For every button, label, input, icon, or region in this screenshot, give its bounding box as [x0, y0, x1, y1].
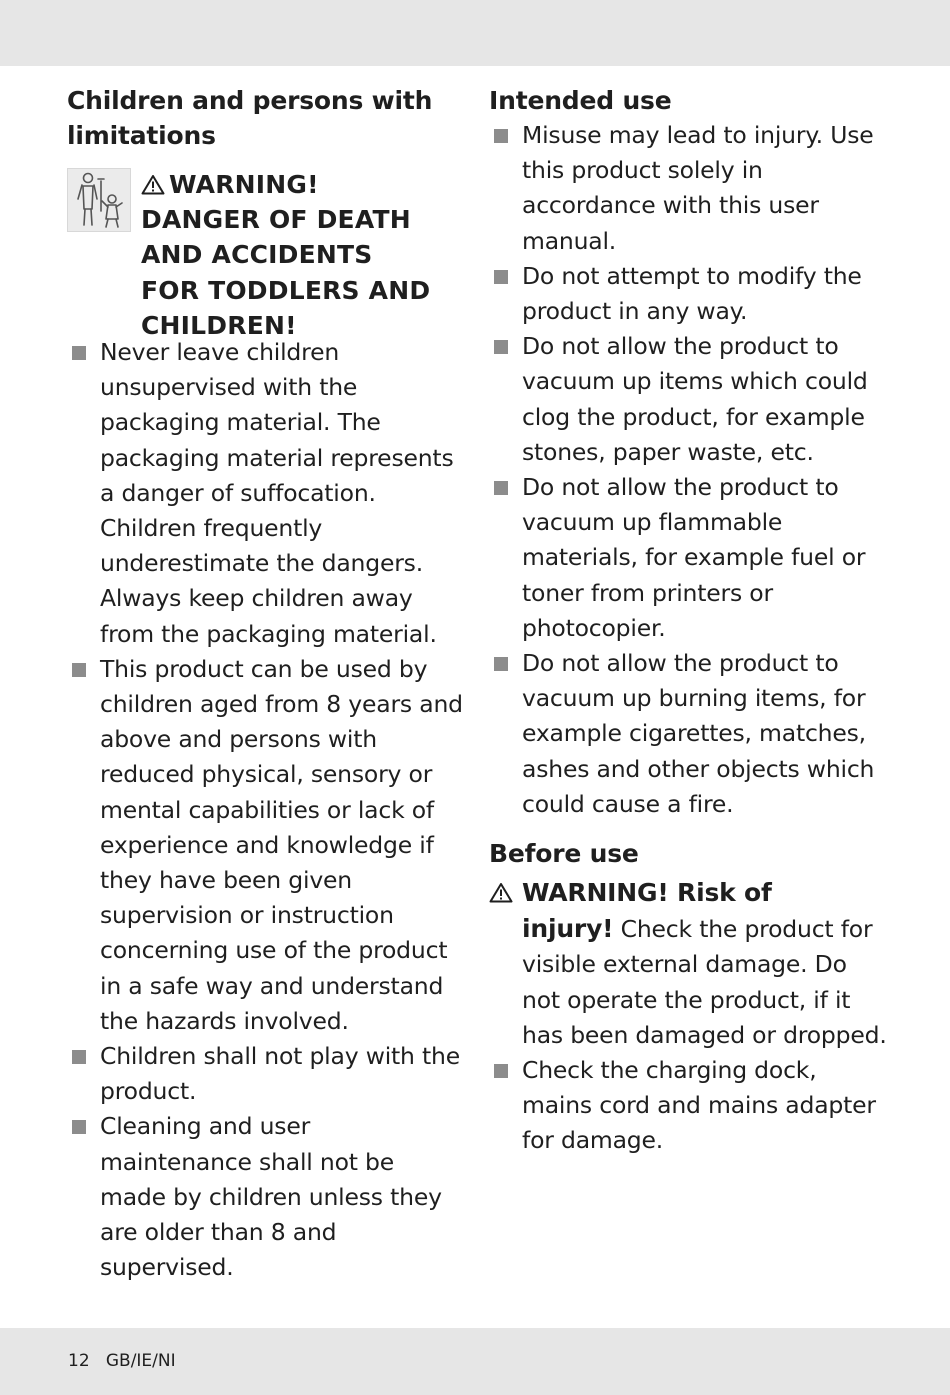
- page-number: 12: [68, 1351, 90, 1371]
- warning-line-4: FOR TODDLERS AND: [141, 275, 431, 305]
- square-bullet-icon: [72, 346, 86, 360]
- section-heading-before-use: Before use: [489, 839, 639, 869]
- list-item: [67, 652, 467, 1039]
- list-item: [489, 646, 889, 822]
- warning-triangle-icon: [489, 875, 517, 910]
- list-item-text: Never leave children unsupervised with the packaging material. The packaging material represents a danger of suffocation. Children frequently underestimate the dangers. Always keep children away from the packaging material.: [100, 338, 454, 648]
- section-heading-intended-use: Intended use: [489, 86, 672, 115]
- warning-triangle-icon: [141, 174, 165, 195]
- square-bullet-icon: [494, 129, 508, 143]
- list-item-text: Do not allow the product to vacuum up burning items, for example cigarettes, matches, ashes and other objects which could cause a fire.: [522, 649, 875, 818]
- list-item: [489, 470, 889, 646]
- list-item: [489, 1053, 889, 1159]
- list-item-text: Check the charging dock, mains cord and mains adapter for damage.: [522, 1056, 876, 1155]
- square-bullet-icon: [494, 657, 508, 671]
- left-column: [67, 80, 467, 1285]
- list-item-text: This product can be used by children aged from 8 years and above and persons with reduced physical, sensory or mental capabilities or lack of experience and knowledge if they have been given supervision or instruction concerning use of the product in a safe way and understand the hazards involved.: [100, 654, 463, 1035]
- warning-body: Check the product for visible external damage. Do not operate the product, if it has been damaged or dropped.: [522, 915, 887, 1049]
- square-bullet-icon: [72, 1120, 86, 1134]
- list-item-text: Do not attempt to modify the product in any way.: [522, 261, 862, 326]
- list-item-text: Children shall not play with the product.: [100, 1042, 460, 1106]
- toddler-warning: [67, 167, 467, 340]
- list-item-text: Cleaning and user maintenance shall not be made by children unless they are older than 8 and supervised.: [100, 1112, 442, 1282]
- before-use-list: [489, 1053, 889, 1159]
- square-bullet-icon: [494, 270, 508, 284]
- list-item: [489, 259, 889, 329]
- warning-bold-2: injury!: [522, 914, 614, 944]
- square-bullet-icon: [72, 663, 86, 677]
- list-item: [489, 329, 889, 470]
- list-item: [489, 118, 889, 259]
- right-column: [489, 80, 889, 1159]
- intended-use-list: [489, 118, 889, 822]
- injury-warning: [489, 875, 889, 1053]
- section-heading-children: Children and persons with limitations: [67, 86, 433, 150]
- square-bullet-icon: [72, 1050, 86, 1064]
- top-band: [0, 0, 950, 66]
- warning-line-2: DANGER OF DEATH: [141, 205, 411, 235]
- locale-code: GB/IE/NI: [105, 1351, 176, 1371]
- warning-line-5: CHILDREN!: [141, 310, 297, 340]
- warning-line-1: [141, 167, 471, 202]
- list-item: [67, 1039, 467, 1109]
- square-bullet-icon: [494, 481, 508, 495]
- child-safety-icon: [67, 168, 131, 232]
- warning-bold-1: WARNING! Risk of: [522, 878, 772, 908]
- list-item: [67, 335, 467, 652]
- warning-heading: [141, 167, 471, 343]
- list-item: [67, 1109, 467, 1285]
- children-safety-list: [67, 335, 467, 1285]
- list-item-text: Do not allow the product to vacuum up flammable materials, for example fuel or toner from printers or photocopier.: [522, 473, 866, 642]
- list-item-text: Misuse may lead to injury. Use this product solely in accordance with this user manual.: [522, 121, 874, 255]
- square-bullet-icon: [494, 340, 508, 354]
- warning-word: WARNING!: [169, 170, 319, 199]
- page-footer: [68, 1351, 176, 1371]
- square-bullet-icon: [494, 1064, 508, 1078]
- list-item-text: Do not allow the product to vacuum up items which could clog the product, for example stones, paper waste, etc.: [522, 332, 868, 466]
- warning-line-3: AND ACCIDENTS: [141, 240, 373, 270]
